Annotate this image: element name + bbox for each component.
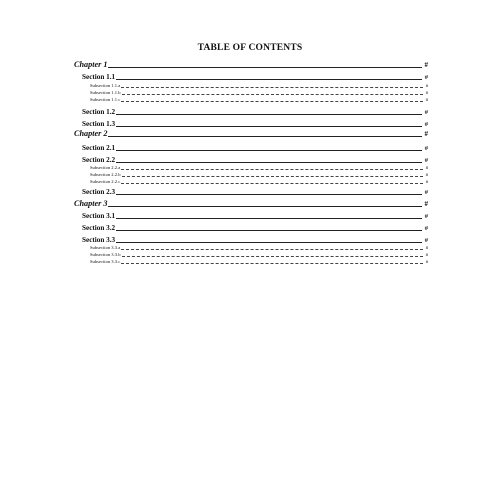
section-label: Section 2.2 [82,156,116,164]
toc-entry-section-2-1 [74,144,428,153]
toc-entry-section-3-3 [74,236,428,245]
page-number: # [425,97,428,102]
page-number: # [424,200,428,208]
section-label: Section 1.2 [82,108,116,116]
subsection-label: Subsection 3.3.c [90,259,121,264]
toc-entry-subsection-2-2-c [74,179,428,185]
leader-line [121,169,422,170]
section-label: Section 3.3 [82,236,116,244]
leader-line [121,87,422,88]
subsection-label: Subsection 2.2.b [90,172,121,177]
subsection-label: Subsection 2.2.a [90,165,121,170]
leader-line [116,162,422,163]
toc-entry-subsection-3-3-a [74,245,428,251]
section-label: Section 1.1 [82,73,116,81]
page-number: # [424,157,428,164]
page-number: # [425,90,428,95]
page-number: # [425,172,428,177]
toc-entry-section-1-3 [74,120,428,129]
subsection-label: Subsection 2.2.c [90,179,121,184]
toc-entry-subsection-1-1-a [74,83,428,89]
page-number: # [424,145,428,152]
leader-line [116,114,422,115]
page-number: # [424,213,428,220]
toc-entry-subsection-1-1-b [74,90,428,96]
toc-entry-section-3-1 [74,212,428,221]
leader-line [121,263,422,264]
page-number: # [424,109,428,116]
leader-line [116,242,422,243]
page-number: # [425,179,428,184]
leader-line [116,230,422,231]
leader-line [121,101,422,102]
page-number: # [424,237,428,244]
toc-entry-subsection-3-3-c [74,259,428,265]
page-number: # [425,245,428,250]
section-label: Section 2.1 [82,144,116,152]
toc-entry-subsection-2-2-a [74,165,428,171]
subsection-label: Subsection 1.1.c [90,97,121,102]
leader-line [122,94,423,95]
chapter-label: Chapter 3 [74,199,108,208]
chapter-label: Chapter 2 [74,129,108,138]
toc-entry-chapter-1 [74,60,428,70]
toc-entry-chapter-3 [74,199,428,209]
leader-line [122,256,423,257]
toc-entry-subsection-1-1-c [74,97,428,103]
leader-line [108,67,421,68]
page-number: # [424,130,428,138]
subsection-label: Subsection 1.1.a [90,83,121,88]
toc-entry-subsection-2-2-b [74,172,428,178]
section-label: Section 3.1 [82,212,116,220]
leader-line [116,79,422,80]
toc-entry-section-3-2 [74,224,428,233]
leader-line [108,206,421,207]
page-number: # [425,259,428,264]
toc-entry-subsection-3-3-b [74,252,428,258]
page-number: # [424,61,428,69]
toc-entry-chapter-2 [74,129,428,139]
leader-line [116,218,422,219]
page-number: # [424,189,428,196]
page-number: # [424,225,428,232]
page-number: # [424,74,428,81]
section-label: Section 1.3 [82,120,116,128]
leader-line [121,249,422,250]
section-label: Section 2.3 [82,188,116,196]
leader-line [122,176,423,177]
section-label: Section 3.2 [82,224,116,232]
subsection-label: Subsection 1.1.b [90,90,121,95]
page-number: # [425,165,428,170]
subsection-label: Subsection 3.3.b [90,252,121,257]
toc-entry-section-2-3 [74,188,428,197]
leader-line [108,136,421,137]
page-number: # [424,121,428,128]
toc-entry-section-1-2 [74,108,428,117]
leader-line [121,183,422,184]
toc-entry-section-1-1 [74,73,428,82]
page-number: # [425,83,428,88]
page-number: # [425,252,428,257]
toc-entry-section-2-2 [74,156,428,165]
leader-line [116,150,422,151]
leader-line [116,126,422,127]
chapter-label: Chapter 1 [74,60,108,69]
page-title: TABLE OF CONTENTS [197,43,303,53]
subsection-label: Subsection 3.3.a [90,245,121,250]
leader-line [116,194,422,195]
